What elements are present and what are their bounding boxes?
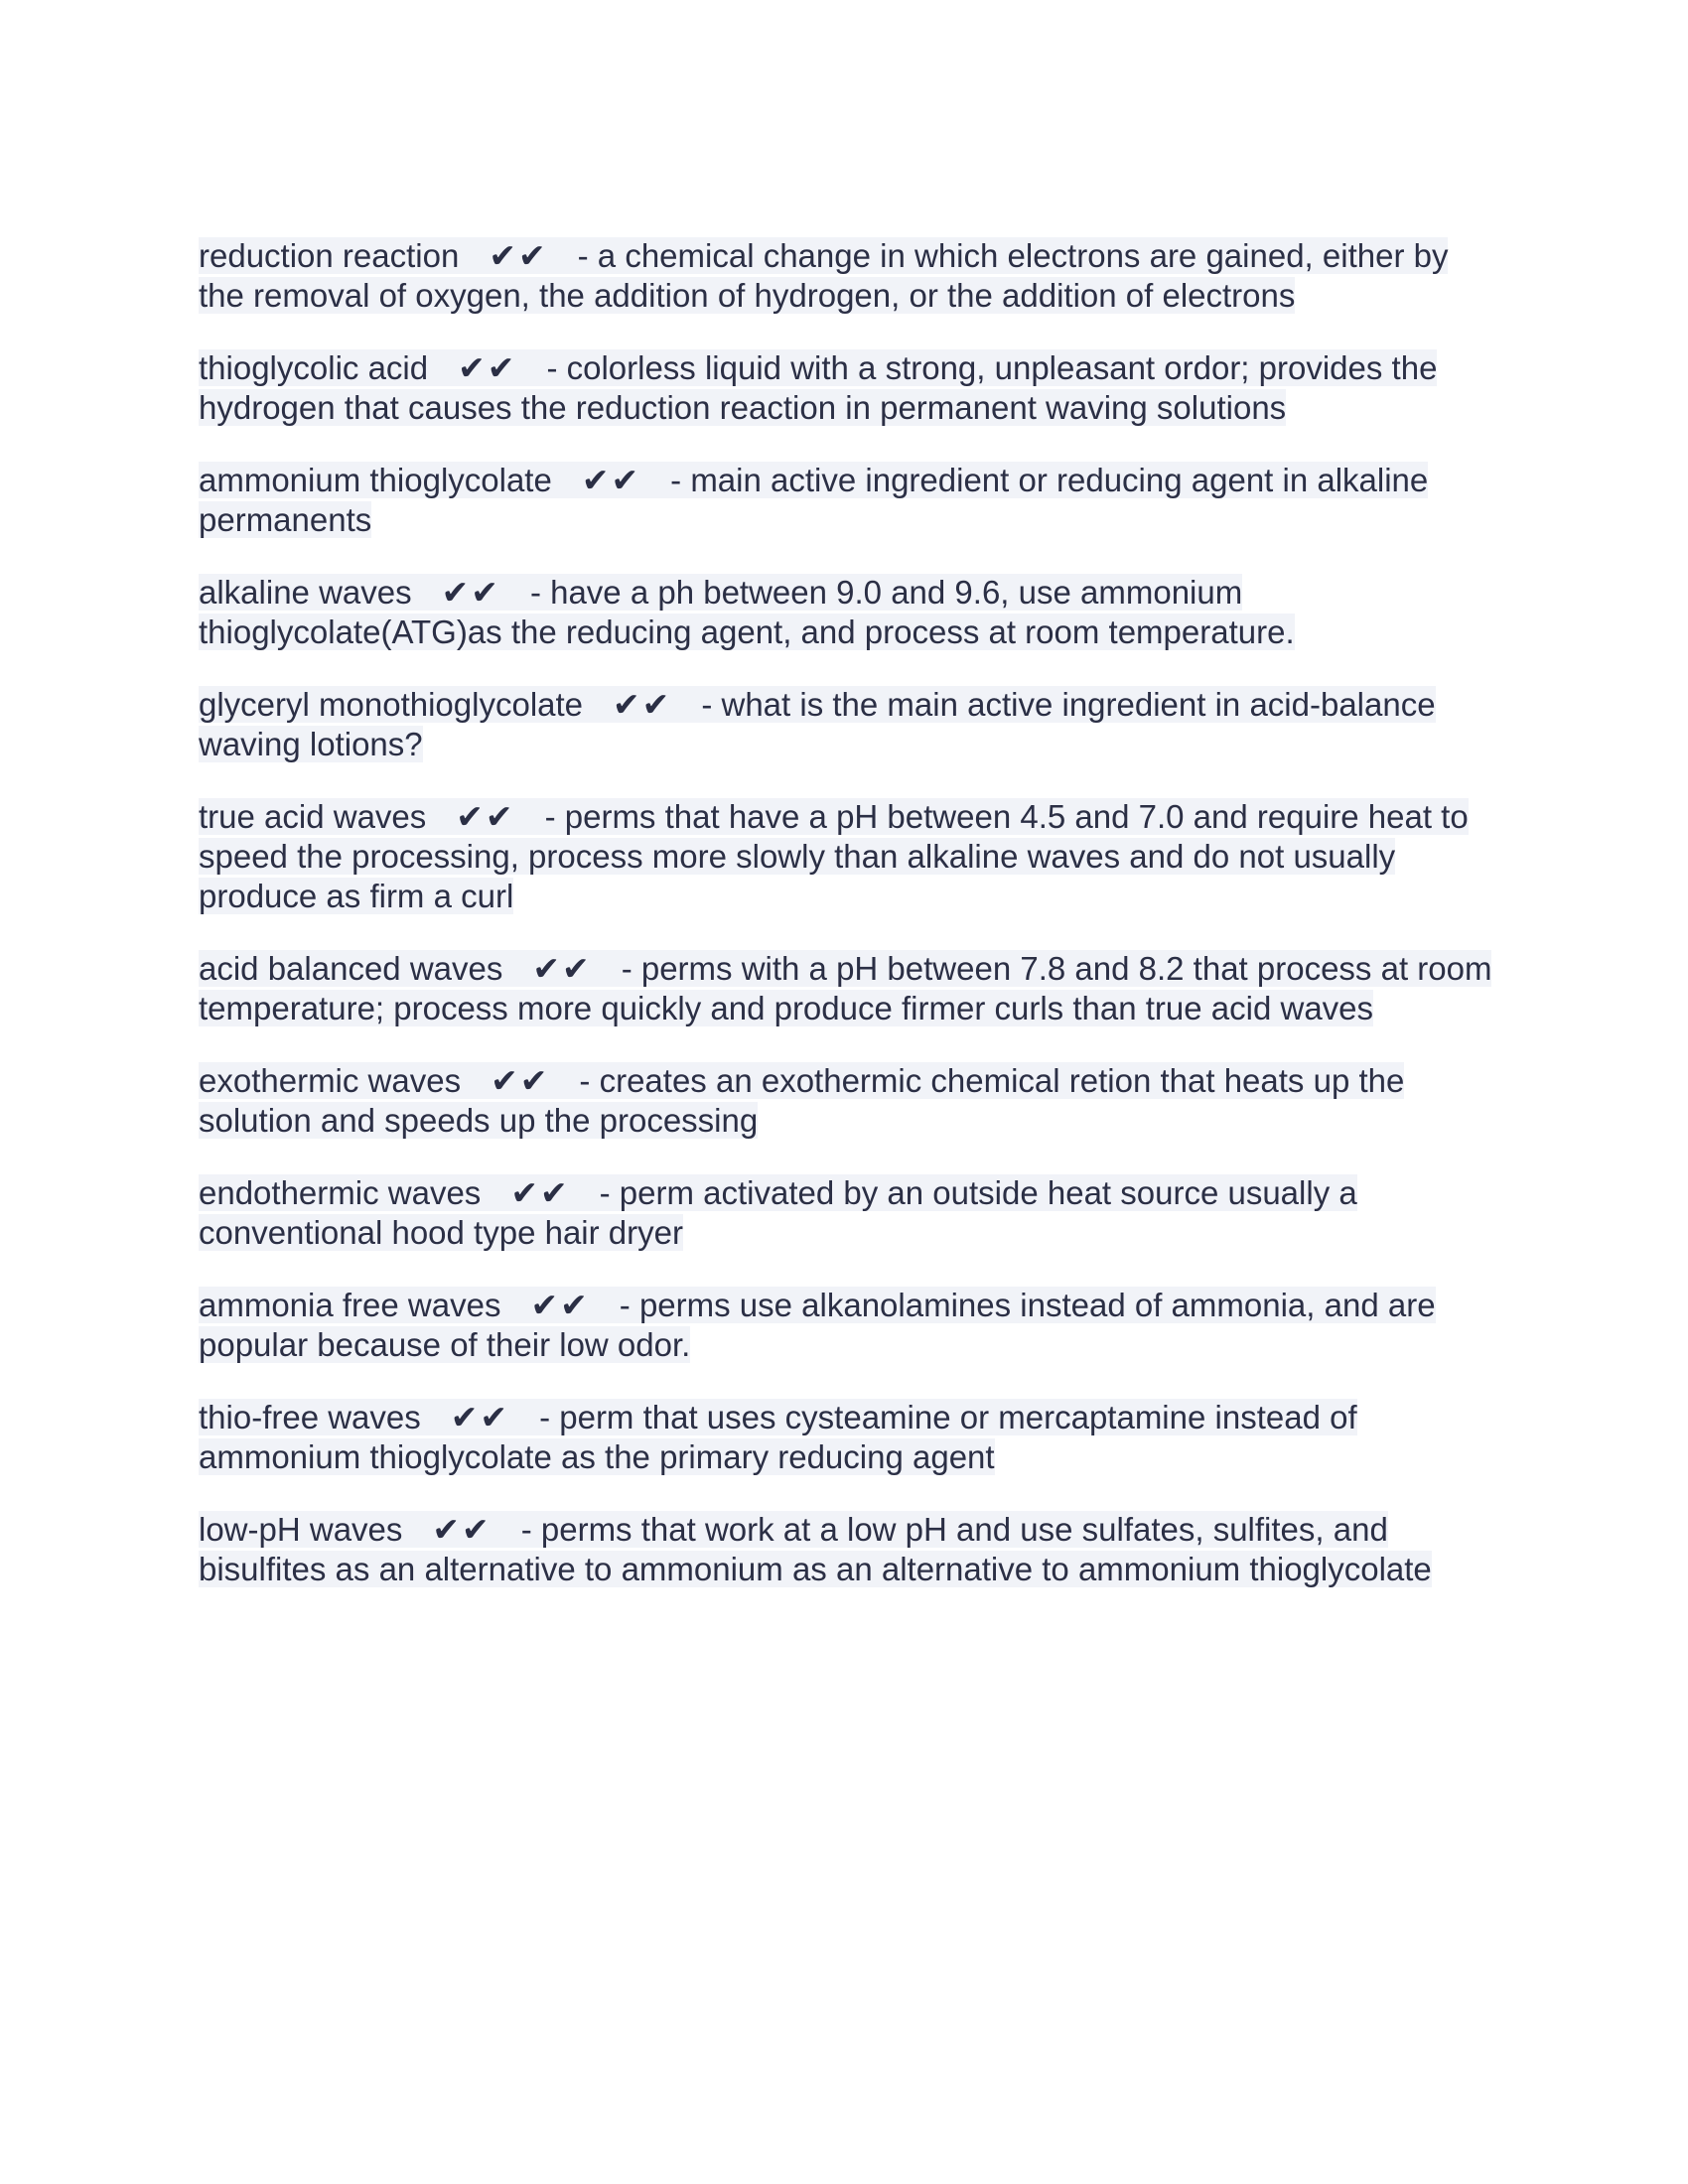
double-check-icon: ✔✔ xyxy=(441,574,500,611)
entry-definition: - perms that have a pH between 4.5 and 7.0 and require heat to speed the processing, process more slowly than alkaline waves and do not usually produce as firm a curl xyxy=(199,798,1469,914)
entry-definition: - perm activated by an outside heat source usually a conventional hood type hair dryer xyxy=(199,1174,1357,1251)
double-check-icon: ✔✔ xyxy=(489,237,548,274)
glossary-entries xyxy=(199,236,1499,1622)
entry-definition: - perm that uses cysteamine or mercaptamine instead of ammonium thioglycolate as the primary reducing agent xyxy=(199,1399,1357,1475)
entry-term: exothermic waves xyxy=(199,1062,462,1099)
entry-definition: - perms use alkanolamines instead of ammonia, and are popular because of their low odor. xyxy=(199,1287,1436,1363)
entry-term: thio-free waves xyxy=(199,1399,421,1435)
entry-definition: - have a ph between 9.0 and 9.6, use ammonium thioglycolate(ATG)as the reducing agent, and process at room temperature. xyxy=(199,574,1295,650)
entry-term: low-pH waves xyxy=(199,1511,403,1548)
glossary-entry xyxy=(199,573,1499,652)
double-check-icon: ✔✔ xyxy=(456,798,515,835)
entry-term: endothermic waves xyxy=(199,1174,482,1211)
double-check-icon: ✔✔ xyxy=(510,1174,570,1211)
double-check-icon: ✔✔ xyxy=(450,1399,510,1435)
entry-term: true acid waves xyxy=(199,798,427,835)
entry-term: acid balanced waves xyxy=(199,950,503,987)
double-check-icon: ✔✔ xyxy=(491,1062,550,1099)
entry-definition: - main active ingredient or reducing agent in alkaline permanents xyxy=(199,462,1429,538)
entry-term: ammonia free waves xyxy=(199,1287,501,1323)
entry-definition: - a chemical change in which electrons are gained, either by the removal of oxygen, the addition of hydrogen, or the addition of electrons xyxy=(199,237,1449,314)
double-check-icon: ✔✔ xyxy=(613,686,672,723)
entry-term: ammonium thioglycolate xyxy=(199,462,552,498)
entry-term: alkaline waves xyxy=(199,574,412,611)
glossary-entry xyxy=(199,1173,1499,1253)
double-check-icon: ✔✔ xyxy=(458,349,517,386)
glossary-entry xyxy=(199,1398,1499,1477)
glossary-entry xyxy=(199,348,1499,428)
entry-term: thioglycolic acid xyxy=(199,349,429,386)
entry-definition: - perms that work at a low pH and use sulfates, sulfites, and bisulfites as an alternative to ammonium as an alternative to ammonium thioglycolate xyxy=(199,1511,1432,1587)
glossary-entry xyxy=(199,949,1499,1028)
glossary-entry xyxy=(199,1286,1499,1365)
entry-term: reduction reaction xyxy=(199,237,460,274)
glossary-entry xyxy=(199,797,1499,916)
entry-term: glyceryl monothioglycolate xyxy=(199,686,584,723)
glossary-entry xyxy=(199,236,1499,316)
entry-definition: - creates an exothermic chemical retion that heats up the solution and speeds up the processing xyxy=(199,1062,1405,1139)
entry-definition: - what is the main active ingredient in acid-balance waving lotions? xyxy=(199,686,1436,762)
entry-definition: - perms with a pH between 7.8 and 8.2 that process at room temperature; process more quickly and produce firmer curls than true acid waves xyxy=(199,950,1492,1026)
glossary-entry xyxy=(199,1510,1499,1589)
entry-definition: - colorless liquid with a strong, unpleasant ordor; provides the hydrogen that causes the reduction reaction in permanent waving solutions xyxy=(199,349,1438,426)
glossary-entry xyxy=(199,685,1499,764)
double-check-icon: ✔✔ xyxy=(532,950,592,987)
glossary-entry xyxy=(199,461,1499,540)
double-check-icon: ✔✔ xyxy=(581,462,641,498)
double-check-icon: ✔✔ xyxy=(432,1511,492,1548)
double-check-icon: ✔✔ xyxy=(530,1287,590,1323)
glossary-entry xyxy=(199,1061,1499,1141)
